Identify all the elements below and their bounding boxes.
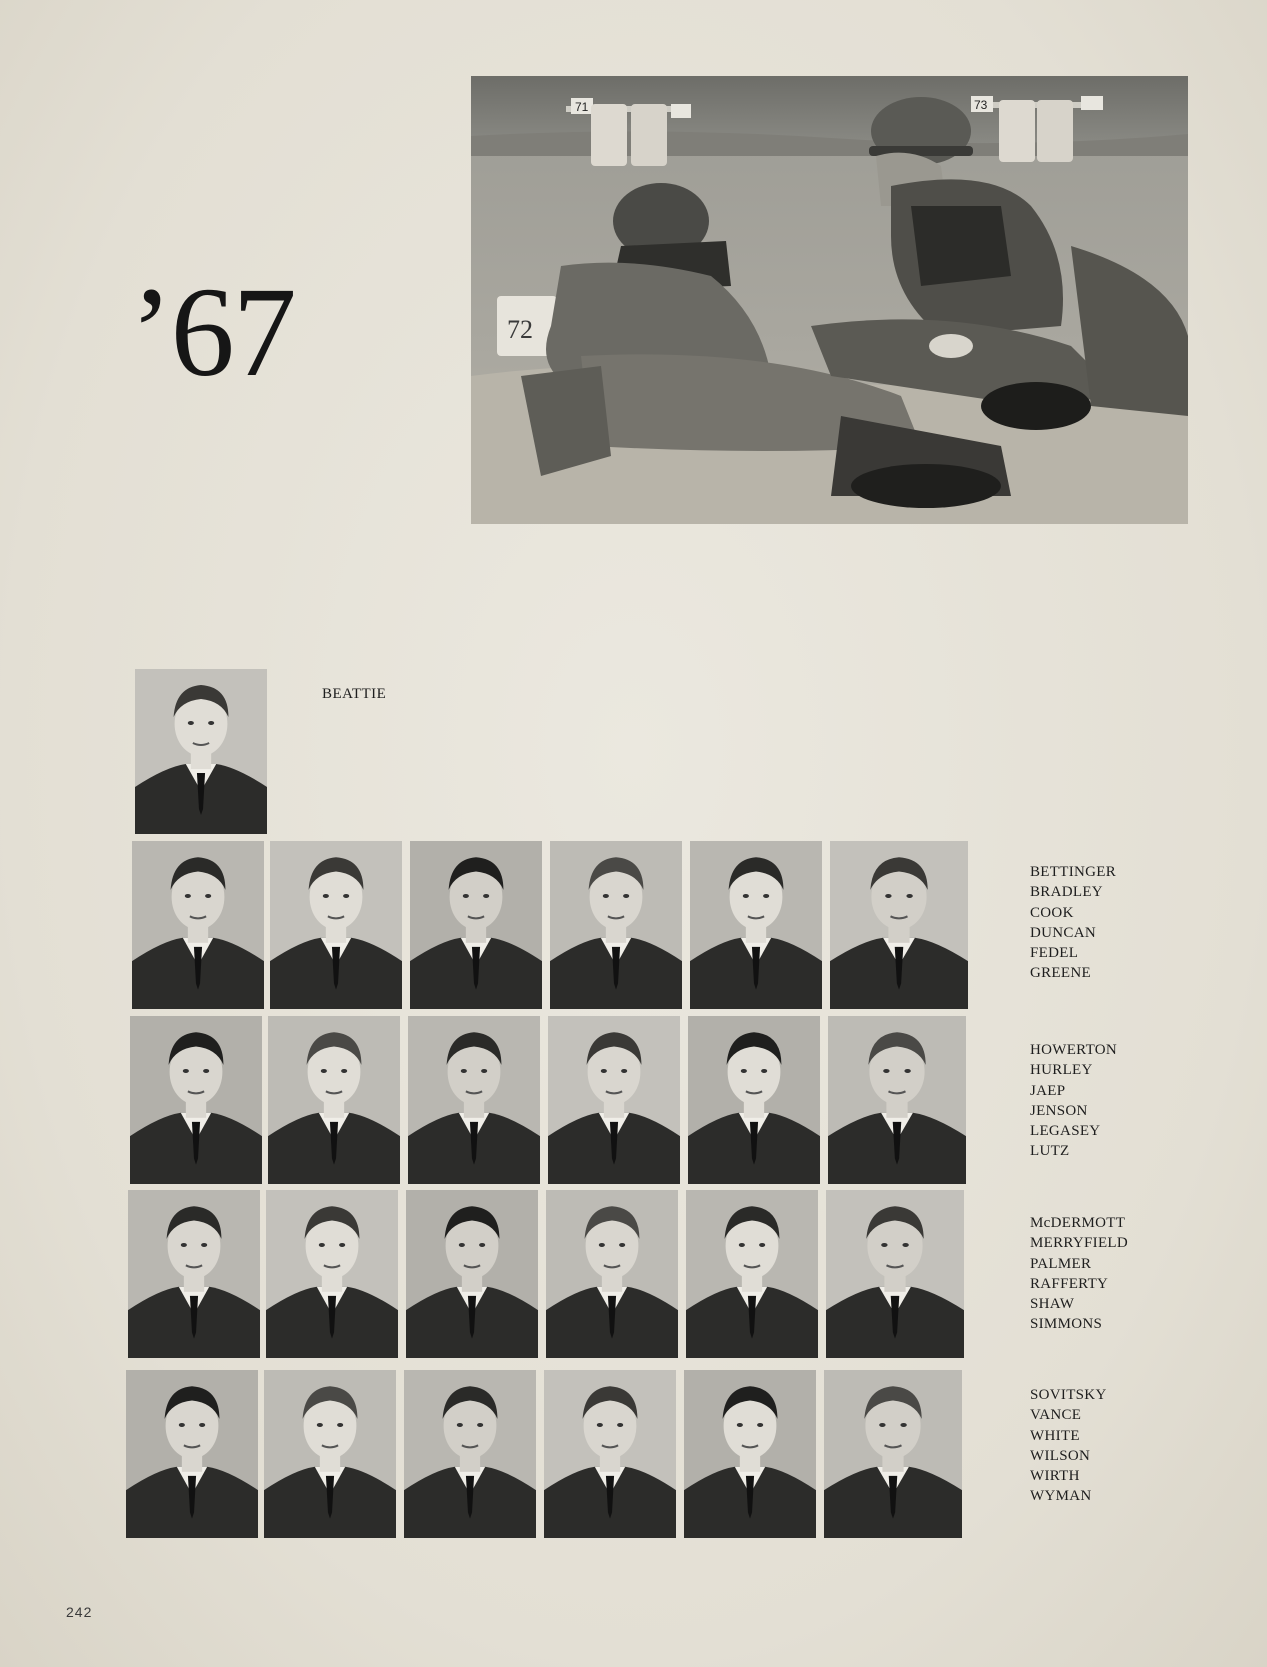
portrait-photo bbox=[828, 1016, 966, 1184]
name-item: DUNCAN bbox=[1030, 924, 1096, 941]
name-item: LEGASEY bbox=[1030, 1123, 1101, 1140]
class-year-heading: ’67 bbox=[130, 261, 295, 403]
name-item: PALMER bbox=[1030, 1255, 1092, 1272]
page-number: 242 bbox=[66, 1604, 93, 1620]
names-group-2 bbox=[1030, 1040, 1117, 1162]
portrait-photo bbox=[686, 1190, 818, 1358]
portrait-photo bbox=[830, 841, 968, 1009]
name-item: GREENE bbox=[1030, 965, 1091, 982]
portrait-photo bbox=[548, 1016, 680, 1184]
names-group-3 bbox=[1030, 1213, 1128, 1335]
portrait-photo bbox=[132, 841, 264, 1009]
portrait-photo bbox=[406, 1190, 538, 1358]
portrait-photo bbox=[128, 1190, 260, 1358]
name-item: WHITE bbox=[1030, 1427, 1080, 1444]
name-item: RAFFERTY bbox=[1030, 1275, 1109, 1292]
name-item: SOVITSKY bbox=[1030, 1387, 1107, 1403]
portrait-photo bbox=[404, 1370, 536, 1538]
name-item: BRADLEY bbox=[1030, 884, 1103, 901]
portrait-photo bbox=[268, 1016, 400, 1184]
name-item: SIMMONS bbox=[1030, 1316, 1103, 1333]
target-label-right: 73 bbox=[974, 98, 988, 112]
name-item: WIRTH bbox=[1030, 1468, 1080, 1485]
name-item: McDERMOTT bbox=[1030, 1215, 1126, 1231]
portrait-photo bbox=[270, 841, 402, 1009]
name-item: JAEP bbox=[1030, 1082, 1066, 1099]
portrait-photo bbox=[690, 841, 822, 1009]
name-item: WYMAN bbox=[1030, 1488, 1092, 1505]
rifle-range-photo bbox=[471, 76, 1188, 524]
name-item: JENSON bbox=[1030, 1102, 1088, 1119]
portrait-photo bbox=[826, 1190, 964, 1358]
name-item: SHAW bbox=[1030, 1296, 1075, 1313]
portrait-photo bbox=[544, 1370, 676, 1538]
portrait-photo bbox=[126, 1370, 258, 1538]
name-item: HURLEY bbox=[1030, 1062, 1093, 1079]
target-label-left: 71 bbox=[575, 100, 589, 114]
names-group-1 bbox=[1030, 862, 1116, 984]
name-beattie: BEATTIE bbox=[322, 686, 387, 702]
name-item: COOK bbox=[1030, 904, 1074, 921]
portrait-photo bbox=[824, 1370, 962, 1538]
name-item: BETTINGER bbox=[1030, 864, 1117, 880]
firing-point-number: 72 bbox=[507, 315, 533, 344]
portrait-photo bbox=[130, 1016, 262, 1184]
names-group-4 bbox=[1030, 1385, 1107, 1507]
name-item: FEDEL bbox=[1030, 945, 1079, 962]
portrait-photo bbox=[264, 1370, 396, 1538]
name-item: HOWERTON bbox=[1030, 1042, 1118, 1058]
portrait-beattie bbox=[135, 669, 267, 834]
portrait-photo bbox=[688, 1016, 820, 1184]
portrait-photo bbox=[546, 1190, 678, 1358]
portrait-photo bbox=[410, 841, 542, 1009]
name-item: LUTZ bbox=[1030, 1143, 1070, 1160]
portrait-photo bbox=[408, 1016, 540, 1184]
name-item: MERRYFIELD bbox=[1030, 1235, 1129, 1252]
name-item: VANCE bbox=[1030, 1407, 1082, 1424]
name-item: WILSON bbox=[1030, 1447, 1091, 1464]
portrait-photo bbox=[684, 1370, 816, 1538]
portrait-photo bbox=[266, 1190, 398, 1358]
portrait-photo bbox=[550, 841, 682, 1009]
